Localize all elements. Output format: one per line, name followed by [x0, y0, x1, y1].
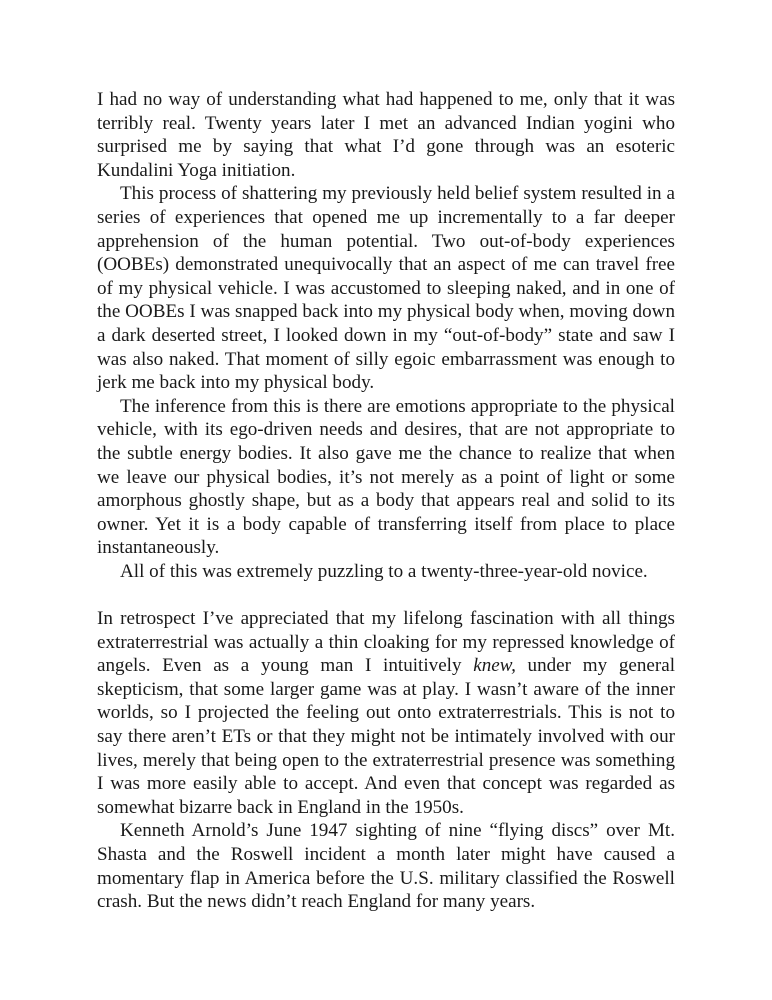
paragraph-5-emphasis: knew, — [473, 655, 516, 677]
section-break — [97, 583, 675, 607]
page-body — [97, 88, 675, 914]
paragraph-5-text-a: In retrospect I’ve appreciated that my lifelong fascination with all things extraterrestrial was actually a thin cloaking for my repressed knowledge of angels. Even as a young man I intuitively — [97, 608, 675, 677]
paragraph-1: I had no way of understanding what had happened to me, only that it was terribly real. Twenty years later I met an advanced Indian yogini who surprised me by saying that what I’d gone through was an esoteric Kundalini Yoga initiation. — [97, 89, 675, 181]
paragraph-6: Kenneth Arnold’s June 1947 sighting of nine “flying discs” over Mt. Shasta and the Roswell incident a month later might have caused a momentary flap in America before the U.S. military classified the Roswell crash. But the news didn’t reach England for many years. — [97, 820, 675, 913]
paragraph-5 — [97, 607, 675, 819]
paragraph-2: This process of shattering my previously held belief system resulted in a series of experiences that opened me up incrementally to a far deeper apprehension of the human potential. Two out-of-body experiences (OOBEs) demonstrated unequivocally that an aspect of me can travel free of my physical vehicle. I was accustomed to sleeping naked, and in one of the OOBEs I was snapped back into my physical body when, moving down a dark deserted street, I looked down in my “out-of-body” state and saw I was also naked. That moment of silly egoic embarrassment was enough to jerk me back into my physical body. — [97, 183, 675, 394]
paragraph-3: The inference from this is there are emotions appropriate to the physical vehicle, with its ego-driven needs and desires, that are not appropriate to the subtle energy bodies. It also gave me the chance to realize that when we leave our physical bodies, it’s not merely as a point of light or some amorphous ghostly shape, but as a body that appears real and solid to its owner. Yet it is a body capable of transferring itself from place to place instantaneously. — [97, 395, 675, 559]
paragraph-4: All of this was extremely puzzling to a twenty-three-year-old novice. — [120, 560, 648, 582]
paragraph-5-text-b: under my general skepticism, that some larger game was at play. I wasn’t aware of the inner worlds, so I projected the feeling out onto extraterrestrials. This is not to say there aren’t ETs or that they might not be intimately involved with our lives, merely that being open to the extraterrestrial presence was something I was more easily able to accept. And even that concept was regarded as somewhat bizarre back in England in the 1950s. — [97, 655, 676, 818]
